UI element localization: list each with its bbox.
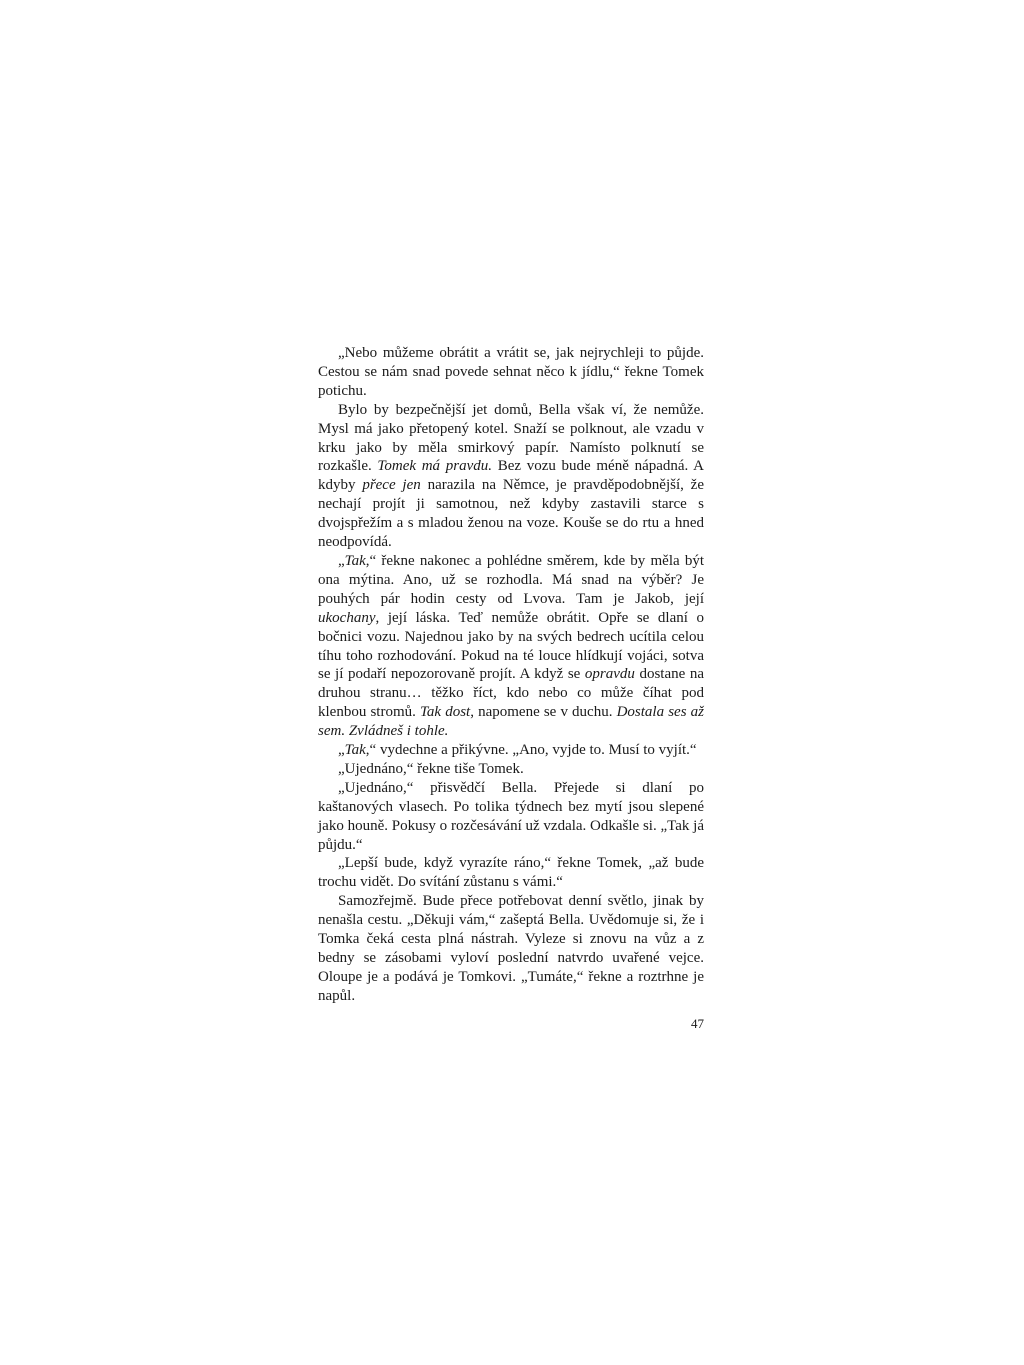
text-run: „	[338, 742, 345, 759]
text-run: Samozřejmě. Bude přece potřebovat denní světlo, jinak by nenašla cestu. „Děkuji vám,“ zašeptá Bella. Uvědomuje si, že i Tomka čeká cesta plná nástrah. Vyleze si znovu na vůz a z bedny se zásobami vyloví poslední natvrdo uvařené vejce. Oloupe je a podává je Tomkovi. „Tumáte,“ řekne a roztrhne je napůl.	[318, 893, 704, 1004]
text-run: Bylo by bezpečnější jet domů, Bella však ví, že nemůže. Mysl má jako přetopený kotel. Snaží se polknout, ale vzadu v krku jako by měla smirkový papír. Namísto polknutí se rozkašle.	[318, 401, 704, 475]
text-run: ,“ vydechne a přikývne. „Ano, vyjde to. Musí to vyjít.“	[365, 742, 697, 759]
text-run: „Nebo můžeme obrátit a vrátit se, jak nejrychleji to půjde. Cestou se nám snad povede sehnat něco k jídlu,“ řekne Tomek potichu.	[318, 345, 704, 399]
paragraph	[318, 779, 704, 855]
italic-run: Tak	[344, 742, 366, 759]
italic-run: Tak	[344, 552, 366, 569]
paragraph	[318, 344, 704, 401]
text-run: „Ujednáno,“ řekne tiše Tomek.	[338, 760, 524, 777]
text-run: narazila na Němce, je pravděpodobnější, že nechají projít ji samotnou, než kdyby zastavili starce s dvojspřežím a s mladou ženou na voze. Kouše se do rtu a hned neodpovídá.	[318, 477, 705, 551]
text-run: „Ujednáno,“ přisvědčí Bella. Přejede si dlaní po kaštanových vlasech. Po tolika týdnech bez mytí jsou slepené jako houně. Pokusy o rozčesávání už vzdala. Odkašle si. „Tak já půjdu.“	[318, 779, 704, 853]
paragraph	[318, 552, 704, 741]
italic-run: Tomek má pravdu.	[377, 458, 492, 475]
paragraph	[318, 401, 704, 552]
text-run: „Lepší bude, když vyrazíte ráno,“ řekne Tomek, „až bude trochu vidět. Do svítání zůstanu s vámi.“	[318, 855, 704, 891]
italic-run: Dostala ses až sem. Zvládneš i tohle.	[318, 704, 704, 740]
text-run: ,“ řekne nakonec a pohlédne směrem, kde by měla být ona mýtina. Ano, už se rozhodla. Má snad na výběr? Je pouhých pár hodin cesty od Lvova. Tam je Jakob, její	[318, 552, 704, 607]
paragraph	[318, 854, 704, 892]
italic-run: opravdu	[584, 666, 635, 683]
page-number: 47	[691, 1016, 704, 1031]
italic-run: ukochany	[318, 609, 376, 626]
paragraph	[318, 760, 704, 779]
text-run: , její láska. Teď nemůže obrátit. Opře se dlaní o bočnici vozu. Najednou jako by na svých bedrech ucítila celou tíhu toho rozhodování. Pokud na té louce hlídkují vojáci, sotva se jí podaří nepozorovaně projít. A když se	[318, 609, 704, 683]
text-run: „	[338, 552, 345, 569]
italic-run: Tak dost	[419, 704, 471, 721]
italic-run: přece jen	[362, 477, 421, 494]
body-text	[318, 344, 704, 1006]
text-run: Bez vozu bude méně nápadná. A kdyby	[318, 458, 704, 494]
text-run: , napomene se v duchu.	[470, 704, 617, 721]
paragraph	[318, 892, 704, 1005]
paragraph	[318, 741, 704, 760]
text-run: dostane na druhou stranu… těžko říct, kdo nebo co může číhat pod klenbou stromů.	[318, 666, 704, 721]
